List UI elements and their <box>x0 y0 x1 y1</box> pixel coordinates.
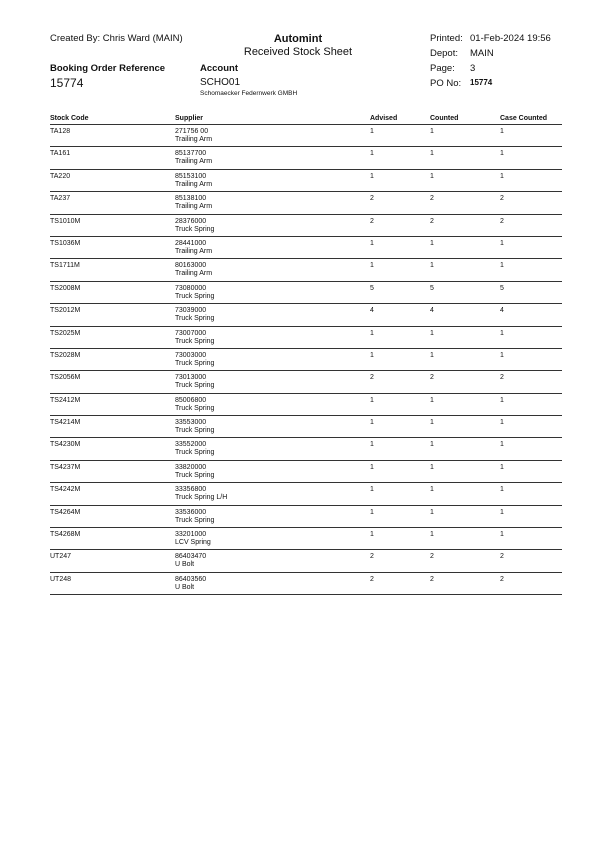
stock-code-cell: TS1010M <box>50 217 81 225</box>
advised-cell: 4 <box>370 307 374 315</box>
supplier-cell <box>175 374 214 390</box>
counted-cell: 4 <box>430 307 434 315</box>
po-value: 15774 <box>470 78 493 87</box>
supplier-cell <box>175 307 214 323</box>
advised-cell: 1 <box>370 329 374 337</box>
counted-cell: 1 <box>430 396 434 404</box>
advised-cell: 2 <box>370 195 374 203</box>
counted-cell: 2 <box>430 575 434 583</box>
printed-value: 01-Feb-2024 19:56 <box>470 33 551 44</box>
case-counted-cell: 1 <box>500 239 504 247</box>
supplier-cell <box>175 441 214 457</box>
advised-cell: 1 <box>370 150 374 158</box>
table-row <box>50 237 562 259</box>
item-description: Trailing Arm <box>175 180 213 188</box>
page-value: 3 <box>470 63 476 74</box>
supplier-cell <box>175 262 212 278</box>
case-counted-cell: 1 <box>500 531 504 539</box>
supplier-code: 80163000 <box>175 262 207 270</box>
counted-cell: 2 <box>430 553 434 561</box>
depot-value: MAIN <box>470 48 494 59</box>
supplier-cell <box>175 509 214 525</box>
table-row <box>50 125 562 147</box>
stock-code-cell: TS4242M <box>50 486 81 494</box>
case-counted-cell: 1 <box>500 486 504 494</box>
supplier-code: 73013000 <box>175 374 207 382</box>
table-row <box>50 416 562 438</box>
case-counted-cell: 1 <box>500 419 504 427</box>
counted-cell: 1 <box>430 351 434 359</box>
counted-cell: 1 <box>430 463 434 471</box>
supplier-code: 33536000 <box>175 508 207 516</box>
advised-cell: 5 <box>370 284 374 292</box>
counted-cell: 2 <box>430 374 434 382</box>
table-row <box>50 215 562 237</box>
stock-code-cell: TA220 <box>50 172 71 180</box>
case-counted-cell: 1 <box>500 128 504 135</box>
depot-label: Depot: <box>430 48 458 59</box>
table-row <box>50 483 562 505</box>
item-description: Truck Spring <box>175 404 215 412</box>
table-row <box>50 573 562 595</box>
stock-code-cell: TS2008M <box>50 284 81 292</box>
item-description: Truck Spring <box>175 292 215 300</box>
item-description: Truck Spring <box>175 449 215 457</box>
counted-cell: 2 <box>430 217 434 225</box>
supplier-cell <box>175 173 212 189</box>
case-counted-cell: 2 <box>500 195 504 203</box>
counted-cell: 5 <box>430 284 434 292</box>
table-row <box>50 394 562 416</box>
advised-cell: 1 <box>370 396 374 404</box>
supplier-cell <box>175 150 212 166</box>
supplier-cell <box>175 128 212 144</box>
booking-ref-label: Booking Order Reference <box>50 63 166 74</box>
supplier-cell <box>175 218 214 234</box>
table-header <box>50 113 562 125</box>
counted-cell: 1 <box>430 419 434 427</box>
advised-cell: 1 <box>370 239 374 247</box>
table-row <box>50 550 562 572</box>
advised-cell: 1 <box>370 172 374 180</box>
supplier-code: 73003000 <box>175 351 207 359</box>
printed-label: Printed: <box>430 33 463 44</box>
supplier-code: 271756 00 <box>175 128 209 135</box>
item-description: Truck Spring <box>175 359 215 367</box>
page-label: Page: <box>430 63 455 74</box>
column-header-supplier: Supplier <box>175 115 204 122</box>
stock-code-cell: TS4214M <box>50 419 81 427</box>
case-counted-cell: 1 <box>500 463 504 471</box>
advised-cell: 1 <box>370 441 374 449</box>
stock-code-cell: TA128 <box>50 128 71 135</box>
supplier-code: 33552000 <box>175 441 207 449</box>
case-counted-cell: 1 <box>500 396 504 404</box>
item-description: Truck Spring <box>175 471 215 479</box>
advised-cell: 1 <box>370 419 374 427</box>
supplier-code: 28376000 <box>175 217 207 225</box>
item-description: Truck Spring L/H <box>175 494 228 502</box>
supplier-cell <box>175 419 214 435</box>
item-description: Trailing Arm <box>175 203 213 211</box>
po-label: PO No: <box>430 78 462 89</box>
supplier-code: 33820000 <box>175 463 207 471</box>
case-counted-cell: 1 <box>500 351 504 359</box>
case-counted-cell: 1 <box>500 508 504 516</box>
advised-cell: 2 <box>370 374 374 382</box>
advised-cell: 2 <box>370 553 374 561</box>
table-row <box>50 461 562 483</box>
stock-code-cell: TS1711M <box>50 262 80 270</box>
account-label: Account <box>200 63 238 74</box>
item-description: Trailing Arm <box>175 247 213 255</box>
stock-code-cell: UT247 <box>50 553 72 561</box>
advised-cell: 1 <box>370 463 374 471</box>
counted-cell: 1 <box>430 128 434 135</box>
stock-table <box>50 113 562 595</box>
supplier-code: 86403560 <box>175 575 207 583</box>
table-row <box>50 371 562 393</box>
column-header-advised: Advised <box>370 115 398 122</box>
table-row <box>50 327 562 349</box>
case-counted-cell: 5 <box>500 284 504 292</box>
table-row <box>50 170 562 192</box>
counted-cell: 1 <box>430 508 434 516</box>
stock-code-cell: TS4237M <box>50 463 81 471</box>
counted-cell: 1 <box>430 239 434 247</box>
supplier-cell <box>175 352 214 368</box>
item-description: U Bolt <box>175 561 195 569</box>
booking-ref-value: 15774 <box>50 76 84 90</box>
column-header-counted: Counted <box>430 115 459 122</box>
counted-cell: 1 <box>430 486 434 494</box>
item-description: Truck Spring <box>175 225 215 233</box>
counted-cell: 1 <box>430 150 434 158</box>
table-row <box>50 506 562 528</box>
table-row <box>50 192 562 214</box>
advised-cell: 2 <box>370 575 374 583</box>
case-counted-cell: 2 <box>500 553 504 561</box>
table-row <box>50 282 562 304</box>
stock-code-cell: TS2056M <box>50 374 81 382</box>
column-header-case-counted: Case Counted <box>500 115 548 122</box>
supplier-cell <box>175 397 214 413</box>
advised-cell: 1 <box>370 531 374 539</box>
supplier-code: 73080000 <box>175 284 207 292</box>
document-subtitle: Received Stock Sheet <box>243 46 353 58</box>
supplier-code: 86403470 <box>175 553 207 561</box>
case-counted-cell: 2 <box>500 374 504 382</box>
stock-code-cell: TS2025M <box>50 329 81 337</box>
item-description: LCV Spring <box>175 539 211 547</box>
case-counted-cell: 1 <box>500 172 504 180</box>
item-description: Trailing Arm <box>175 158 213 166</box>
supplier-code: 85153100 <box>175 172 207 180</box>
supplier-cell <box>175 486 227 502</box>
supplier-code: 33553000 <box>175 419 207 427</box>
stock-code-cell: TS4268M <box>50 531 81 539</box>
stock-code-cell: UT248 <box>50 575 72 583</box>
counted-cell: 1 <box>430 329 434 337</box>
case-counted-cell: 4 <box>500 307 504 315</box>
case-counted-cell: 1 <box>500 441 504 449</box>
stock-code-cell: TS4230M <box>50 441 81 449</box>
supplier-cell <box>175 464 214 480</box>
supplier-code: 28441000 <box>175 239 207 247</box>
item-description: Truck Spring <box>175 382 215 390</box>
table-row <box>50 349 562 371</box>
supplier-cell <box>175 531 211 547</box>
case-counted-cell: 1 <box>500 150 504 158</box>
account-name: Schomaecker Federnwerk GMBH <box>200 90 298 97</box>
stock-code-cell: TA161 <box>50 150 71 158</box>
counted-cell: 1 <box>430 262 434 270</box>
case-counted-cell: 2 <box>500 575 504 583</box>
stock-code-cell: TS2028M <box>50 351 81 359</box>
counted-cell: 1 <box>430 531 434 539</box>
supplier-code: 85006800 <box>175 396 207 404</box>
item-description: Truck Spring <box>175 337 215 345</box>
table-body <box>50 125 562 595</box>
supplier-cell <box>175 330 214 346</box>
supplier-code: 33201000 <box>175 531 207 539</box>
account-code: SCHO01 <box>200 77 241 88</box>
table-row <box>50 528 562 550</box>
stock-code-cell: TS2012M <box>50 307 81 315</box>
table-row <box>50 438 562 460</box>
table-row <box>50 259 562 281</box>
supplier-code: 73039000 <box>175 307 207 315</box>
stock-code-cell: TS4264M <box>50 508 81 516</box>
supplier-cell <box>175 195 212 211</box>
stock-code-cell: TS1036M <box>50 239 81 247</box>
advised-cell: 1 <box>370 486 374 494</box>
item-description: U Bolt <box>175 583 195 591</box>
advised-cell: 1 <box>370 262 374 270</box>
counted-cell: 2 <box>430 195 434 203</box>
item-description: Truck Spring <box>175 516 215 524</box>
advised-cell: 1 <box>370 128 374 135</box>
supplier-code: 33356800 <box>175 486 207 494</box>
case-counted-cell: 1 <box>500 329 504 337</box>
item-description: Trailing Arm <box>175 136 213 143</box>
advised-cell: 2 <box>370 217 374 225</box>
advised-cell: 1 <box>370 351 374 359</box>
supplier-code: 85137700 <box>175 150 207 158</box>
supplier-code: 85138100 <box>175 195 207 203</box>
case-counted-cell: 1 <box>500 262 504 270</box>
supplier-cell <box>175 240 212 256</box>
case-counted-cell: 2 <box>500 217 504 225</box>
column-header-stock-code: Stock Code <box>50 115 89 122</box>
stock-code-cell: TA237 <box>50 195 71 203</box>
counted-cell: 1 <box>430 172 434 180</box>
counted-cell: 1 <box>430 441 434 449</box>
supplier-cell <box>175 285 214 301</box>
advised-cell: 1 <box>370 508 374 516</box>
supplier-code: 73007000 <box>175 329 207 337</box>
created-by: Created By: Chris Ward (MAIN) <box>50 33 183 44</box>
document-title: Automint <box>273 33 323 45</box>
item-description: Trailing Arm <box>175 270 213 278</box>
table-row <box>50 304 562 326</box>
stock-code-cell: TS2412M <box>50 396 81 404</box>
table-row <box>50 147 562 169</box>
item-description: Truck Spring <box>175 315 215 323</box>
item-description: Truck Spring <box>175 427 215 435</box>
supplier-cell <box>175 576 206 592</box>
supplier-cell <box>175 553 206 569</box>
